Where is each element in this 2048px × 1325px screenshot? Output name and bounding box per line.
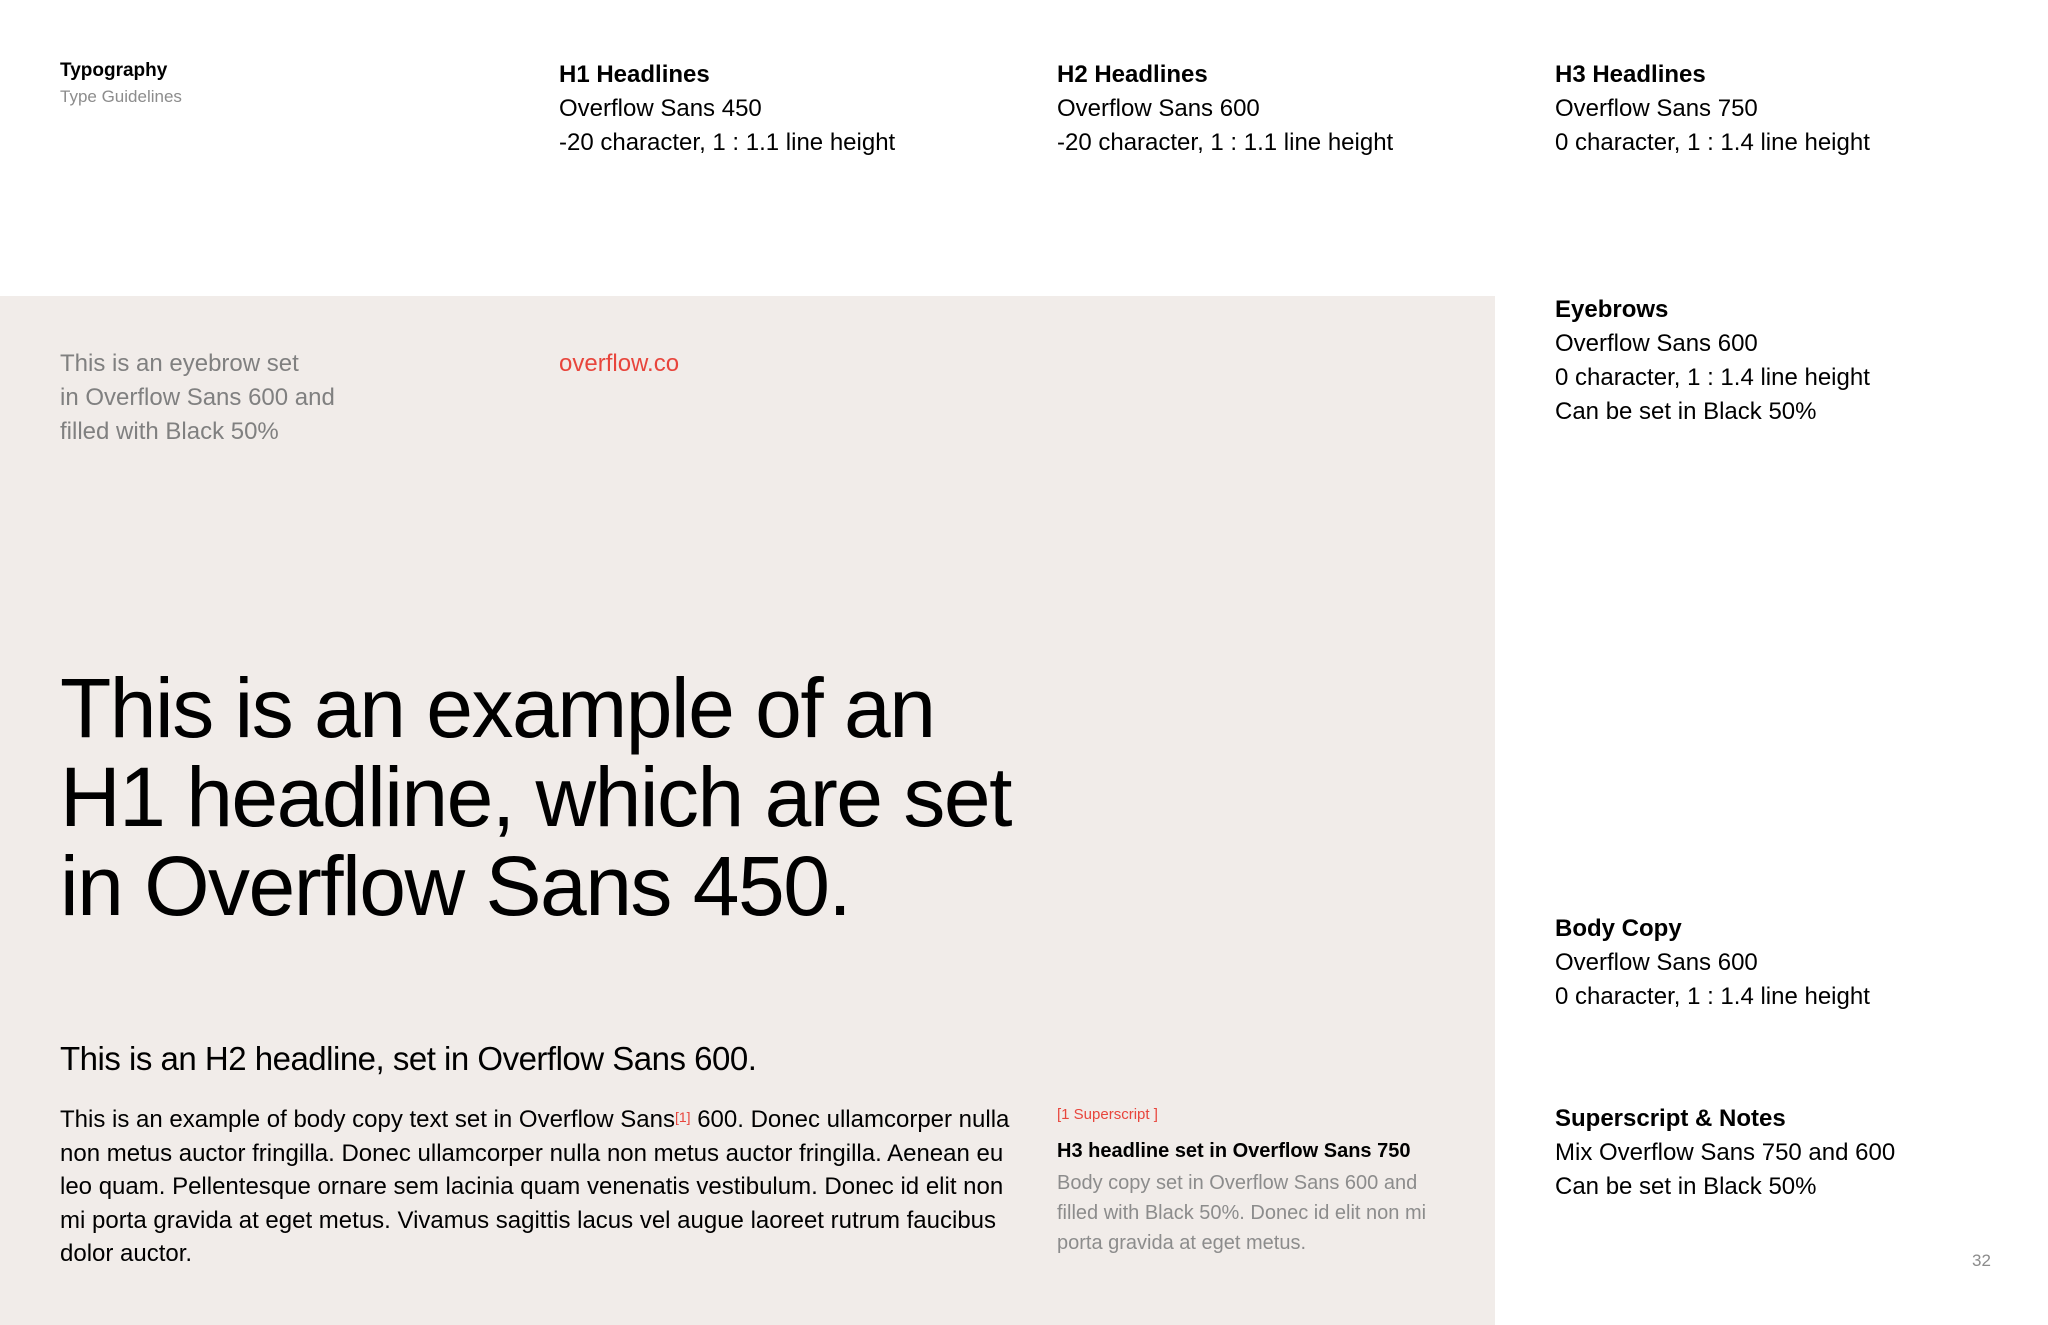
spec-h1 xyxy=(559,58,895,160)
spec-h2 xyxy=(1057,58,1393,160)
note-h3-headline: H3 headline set in Overflow Sans 750 xyxy=(1057,1140,1411,1162)
spec-body-copy-line: Overflow Sans 600 xyxy=(1555,949,1758,976)
spec-h2-line: -20 character, 1 : 1.1 line height xyxy=(1057,129,1394,156)
spec-eyebrows xyxy=(1555,293,1870,429)
spec-h3-line: 0 character, 1 : 1.4 line height xyxy=(1555,129,1870,156)
h1-line: This is an example of an xyxy=(60,661,935,755)
eyebrow-line: in Overflow Sans 600 and xyxy=(60,384,335,411)
section-subtitle: Type Guidelines xyxy=(60,87,182,106)
spec-h2-label: H2 Headlines xyxy=(1057,61,1208,88)
h1-example xyxy=(60,661,1060,933)
spec-superscript-line: Mix Overflow Sans 750 and 600 xyxy=(1555,1139,1896,1166)
spec-eyebrows-line: Can be set in Black 50% xyxy=(1555,398,1817,425)
body-copy-text: 600. Donec ullamcorper nulla non metus auctor fringilla. Donec ullamcorper nulla non metus auctor fringilla. Aenean eu leo quam. Pellentesque ornare sem lacinia quam venenatis vestibulum. Donec id elit non mi porta gravida at eget metus. Vivamus sagittis lacus vel augue laoreet rutrum faucibus dolor auctor. xyxy=(60,1106,1010,1267)
spec-h1-line: -20 character, 1 : 1.1 line height xyxy=(559,129,896,156)
spec-superscript-line: Can be set in Black 50% xyxy=(1555,1173,1817,1200)
spec-superscript-label: Superscript & Notes xyxy=(1555,1105,1786,1132)
spec-h1-label: H1 Headlines xyxy=(559,61,710,88)
h1-line: in Overflow Sans 450. xyxy=(60,839,851,933)
section-title: Typography xyxy=(60,60,168,81)
h2-example: This is an H2 headline, set in Overflow Sans 600. xyxy=(60,1040,757,1077)
page-number: 32 xyxy=(1972,1251,1991,1270)
spec-h3-label: H3 Headlines xyxy=(1555,61,1706,88)
note-superscript: [1 Superscript ] xyxy=(1057,1106,1158,1123)
eyebrow-line: This is an eyebrow set xyxy=(60,350,299,377)
spec-eyebrows-line: Overflow Sans 600 xyxy=(1555,330,1758,357)
spec-body-copy-label: Body Copy xyxy=(1555,915,1682,942)
body-copy-example xyxy=(60,1103,1010,1271)
note-body-copy: Body copy set in Overflow Sans 600 and filled with Black 50%. Donec id elit non mi porta gravida at eget metus. xyxy=(1057,1172,1427,1254)
spec-h3 xyxy=(1555,58,1870,160)
spec-body-copy-line: 0 character, 1 : 1.4 line height xyxy=(1555,983,1870,1010)
spec-h2-line: Overflow Sans 600 xyxy=(1057,95,1260,122)
superscript-marker: [1] xyxy=(674,1109,691,1125)
spec-body-copy xyxy=(1555,912,1870,1014)
spec-h1-line: Overflow Sans 450 xyxy=(559,95,762,122)
spec-superscript xyxy=(1555,1102,1895,1204)
spec-eyebrows-line: 0 character, 1 : 1.4 line height xyxy=(1555,364,1870,391)
spec-eyebrows-label: Eyebrows xyxy=(1555,296,1669,323)
spec-h3-line: Overflow Sans 750 xyxy=(1555,95,1758,122)
body-copy-text: This is an example of body copy text set in Overflow Sans xyxy=(60,1106,675,1133)
overflow-link[interactable]: overflow.co xyxy=(559,350,680,377)
eyebrow-line: filled with Black 50% xyxy=(60,418,279,445)
h1-line: H1 headline, which are set xyxy=(60,750,1011,844)
eyebrow-example xyxy=(60,347,440,449)
